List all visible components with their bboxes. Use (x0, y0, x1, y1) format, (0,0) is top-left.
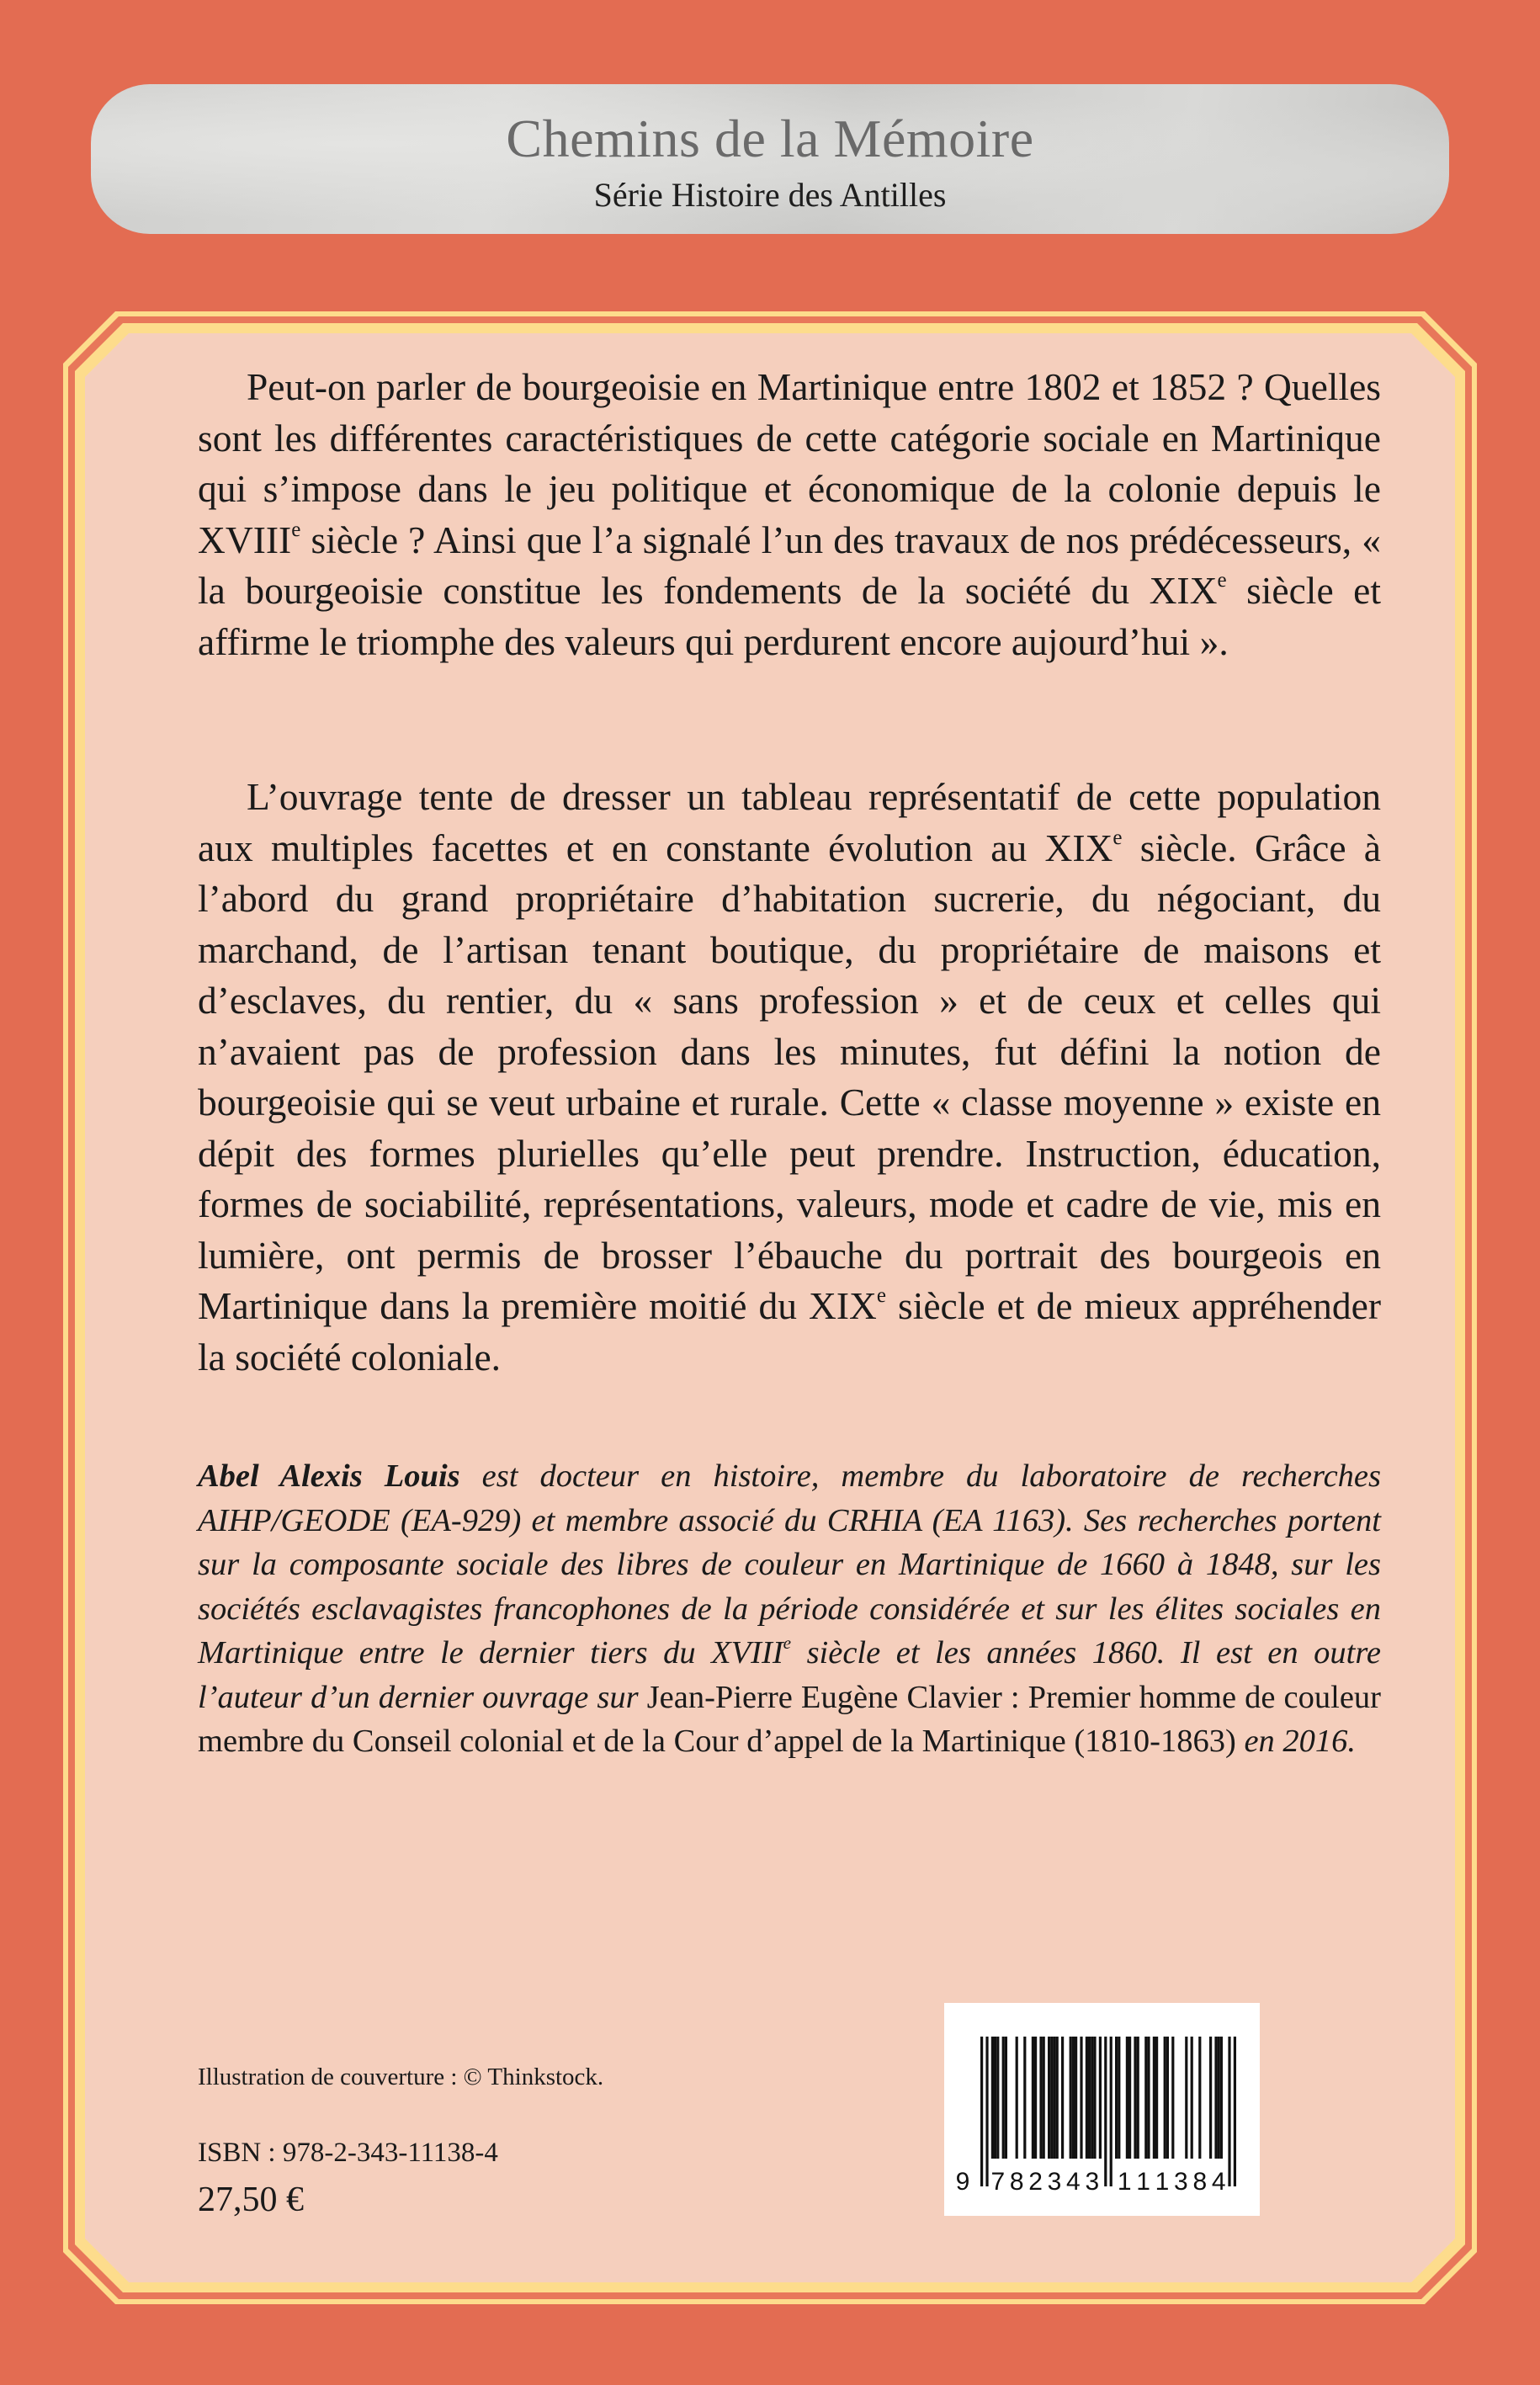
summary-paragraph-2 (198, 772, 1381, 1383)
barcode-bar (1053, 2037, 1055, 2159)
barcode-bar (1050, 2037, 1053, 2159)
superscript: e (291, 518, 301, 541)
series-subtitle: Série Histoire des Antilles (593, 176, 947, 214)
barcode-bar (1099, 2037, 1102, 2159)
barcode-bar (1110, 2037, 1113, 2186)
barcode-bar (1228, 2037, 1230, 2186)
barcode-bar (1043, 2037, 1045, 2159)
barcode-bar (1115, 2037, 1118, 2159)
text-segment: siècle et les années 1860. Il est en outre l’auteur d’un dernier ouvrage sur (198, 1635, 1381, 1715)
barcode-digit: 9 (955, 2168, 970, 2196)
barcode-bar (1034, 2037, 1037, 2159)
barcode-graphic (944, 2003, 1260, 2216)
superscript: e (783, 1633, 792, 1654)
superscript: e (1113, 826, 1123, 849)
barcode-bar (1032, 2037, 1034, 2159)
barcode-bar (991, 2037, 994, 2159)
barcode-digit: 3 (1047, 2168, 1062, 2196)
text-segment: L’ouvrage tente de dresser un tableau représentatif de cette population aux multiples facettes et en constante évolution au XIX (198, 775, 1381, 869)
barcode-bar (1016, 2037, 1018, 2159)
price: 27,50 € (198, 2180, 304, 2219)
text-segment: siècle et de mieux appréhender la société coloniale. (198, 1284, 1382, 1378)
barcode-bar (1128, 2037, 1131, 2159)
barcode-bar (1091, 2037, 1093, 2159)
barcode-bar (1164, 2037, 1166, 2159)
text-segment: est docteur en histoire, membre du laboratoire de recherches AIHP/GEODE (EA-929) et membre associé du CRHIA (EA 1163). Ses recherches portent sur la composante sociale des libres de couleur en Martinique de 1660 à 1848, sur les sociétés esclavagistes francophones de la période considérée et sur les élites sociales en Martinique entre le dernier tiers du XVIII (198, 1458, 1381, 1671)
barcode-bar (1104, 2037, 1107, 2186)
superscript: e (1217, 568, 1227, 592)
barcode-bar (1137, 2037, 1139, 2159)
barcode-bar (1171, 2037, 1174, 2159)
barcode-bar (1153, 2037, 1155, 2159)
barcode-digit: 3 (1085, 2168, 1100, 2196)
barcode-bar (1166, 2037, 1169, 2159)
barcode-bar (1144, 2037, 1147, 2159)
barcode-bar (1056, 2037, 1059, 2159)
barcode-bar (1039, 2037, 1042, 2159)
barcode-bar (1155, 2037, 1158, 2159)
barcode-digit: 2 (1028, 2168, 1043, 2196)
barcode-bar (1061, 2037, 1064, 2159)
text-segment: siècle. Grâce à l’abord du grand propriétaire d’habitation sucrerie, du négociant, du marchand, de l’artisan tenant boutique, du propriétaire de maisons et d’esclaves, du rentier, du « sans profession » et de ceux et celles qui n’avaient pas de profession dans les minutes, fut défini la notion de bourgeoisie qui se veut urbaine et rurale. Cette « classe moyenne » existe en dépit des formes plurielles qu’elle peut prendre. Instruction, éducation, formes de sociabilité, représentations, valeurs, mode et cadre de vie, mis en lumière, ont permis de brosser l’ébauche du portrait des bourgeois en Martinique dans la première moitié du XIX (198, 826, 1381, 1327)
barcode (944, 2003, 1260, 2216)
barcode-digit: 8 (1009, 2168, 1024, 2196)
text-segment: siècle ? Ainsi que l’a signalé l’un des travaux de nos prédécesseurs, « la bourgeoisie constitue les fondements de la société du XIX (198, 518, 1381, 612)
text-segment: en 2016. (1235, 1724, 1357, 1759)
isbn: ISBN : 978-2-343-11138-4 (198, 2138, 498, 2168)
barcode-digit: 4 (1066, 2168, 1081, 2196)
barcode-bar (1002, 2037, 1005, 2159)
barcode-bar (1080, 2037, 1082, 2159)
barcode-bar (1093, 2037, 1096, 2159)
barcode-bar (1198, 2037, 1201, 2159)
barcode-bar (1088, 2037, 1091, 2159)
text-segment: Peut-on parler de bourgeoisie en Martinique entre 1802 et 1852 ? Quelles sont les différentes caractéristiques de cette catégorie sociale en Martinique qui s’impose dans le jeu politique et économique de la colonie depuis le XVIII (198, 365, 1381, 561)
barcode-bar (1048, 2037, 1050, 2159)
barcode-digit: 4 (1211, 2168, 1226, 2196)
barcode-digit: 1 (1136, 2168, 1150, 2196)
barcode-bar (1185, 2037, 1187, 2159)
barcode-bar (996, 2037, 999, 2159)
barcode-bar (1126, 2037, 1128, 2159)
barcode-bar (1023, 2037, 1026, 2159)
barcode-digit: 1 (1117, 2168, 1132, 2196)
barcode-digit: 3 (1174, 2168, 1188, 2196)
superscript: e (876, 1283, 886, 1307)
author-bio (198, 1454, 1381, 1764)
barcode-digit: 7 (990, 2168, 1006, 2196)
author-name: Abel Alexis Louis (198, 1458, 460, 1494)
barcode-bar (1218, 2037, 1220, 2159)
barcode-bar (1234, 2037, 1236, 2186)
book-title: Jean-Pierre Eugène Clavier : Premier homme de couleur membre du Conseil colonial et de la Cour d’appel de la Martinique (1810-1863) (198, 1679, 1381, 1759)
barcode-bar (994, 2037, 996, 2159)
series-title: Chemins de la Mémoire (506, 109, 1034, 168)
barcode-bar (980, 2037, 983, 2186)
barcode-bar (985, 2037, 988, 2186)
summary-paragraph-1 (198, 362, 1381, 667)
barcode-bar (1191, 2037, 1193, 2159)
barcode-bar (1072, 2037, 1075, 2159)
text-segment: siècle et affirme le triomphe des valeurs qui perdurent encore aujourd’hui ». (198, 569, 1381, 663)
barcode-bar (1220, 2037, 1223, 2159)
barcode-bar (1134, 2037, 1136, 2159)
barcode-bar (1209, 2037, 1212, 2159)
barcode-bar (1086, 2037, 1088, 2159)
barcode-bar (1005, 2037, 1007, 2159)
barcode-digit: 1 (1155, 2168, 1170, 2196)
barcode-bar (1075, 2037, 1077, 2159)
barcode-digit: 8 (1192, 2168, 1208, 2196)
series-banner (91, 84, 1449, 234)
barcode-bar (1147, 2037, 1150, 2159)
barcode-bar (1214, 2037, 1217, 2159)
barcode-bar (1070, 2037, 1072, 2159)
barcode-bar (1118, 2037, 1120, 2159)
illustration-credit: Illustration de couverture : © Thinkstock. (198, 2064, 604, 2090)
